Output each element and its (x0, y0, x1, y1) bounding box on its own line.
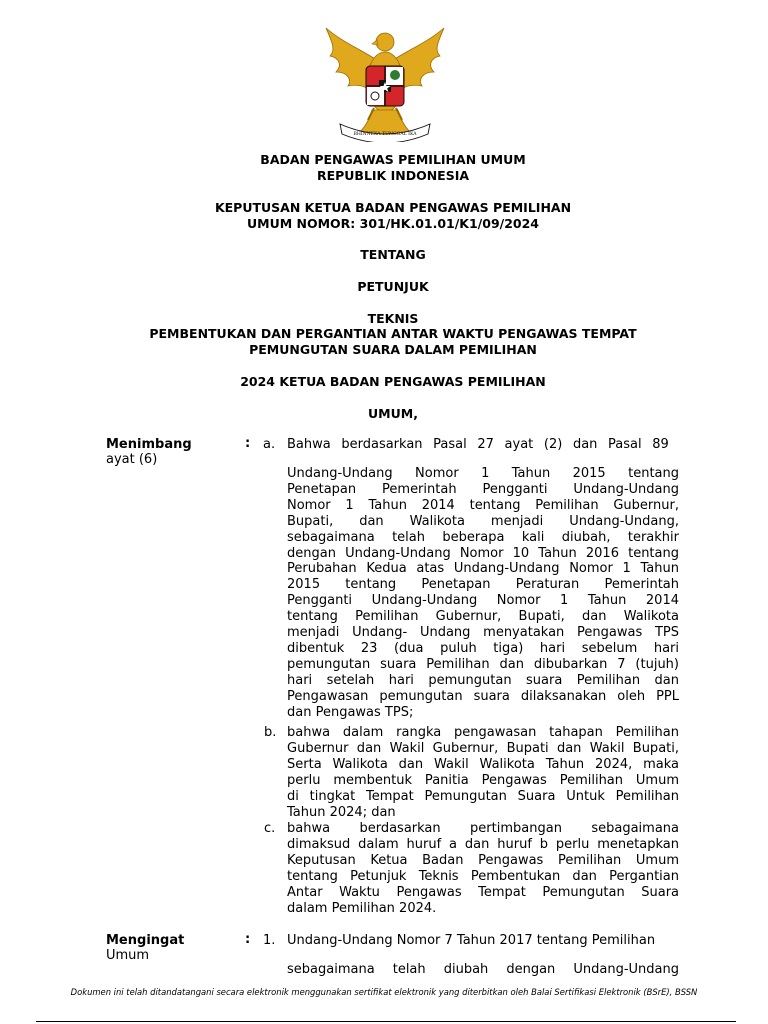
text-line: hari setelah hari pemungutan suara Pemilihan dan (287, 672, 679, 688)
menimbang-label-text: Menimbang (106, 437, 192, 452)
svg-text:BHINNEKA TUNGGAL IKA: BHINNEKA TUNGGAL IKA (353, 132, 417, 137)
text-line: Bupati, dan Walikota menjadi Undang-Undang, (287, 513, 679, 529)
text-line: perlu membentuk Panitia Pengawas Pemilihan Umum (287, 772, 679, 788)
item-a-first-line: Bahwa berdasarkan Pasal 27 ayat (2) dan Pasal 89 (287, 437, 669, 452)
text-line: pemungutan suara Pemilihan dan dibubarkan 7 (tujuh) (287, 656, 679, 672)
text-line: Pengawasan pemungutan suara dilaksanakan oleh PPL (287, 688, 679, 704)
institution-name: BADAN PENGAWAS PEMILIHAN UMUM (260, 152, 526, 167)
menimbang-label (106, 437, 192, 467)
item-1-mark: 1. (263, 933, 276, 948)
decree-number: UMUM NOMOR: 301/HK.01.01/K1/09/2024 (246, 216, 540, 231)
umum-line: UMUM, (368, 406, 418, 421)
mengingat-label-text: Mengingat (106, 933, 185, 948)
text-line: dimaksud dalam huruf a dan huruf b perlu menetapkan (287, 836, 679, 852)
text-line: Antar Waktu Pengawas Tempat Pemungutan Suara (287, 884, 679, 900)
mengingat-label (106, 933, 184, 963)
text-line: Undang-Undang Nomor 1 Tahun 2015 tentang (287, 466, 679, 481)
text-line: dan Pengawas TPS; (287, 704, 414, 720)
item-b-text (287, 725, 679, 820)
text-line: Perubahan Kedua atas Undang-Undang Nomor 1 Tahun (287, 561, 679, 577)
teknis-heading: TEKNIS (367, 311, 419, 326)
footer-divider (36, 1021, 736, 1022)
decree-title-line1: KEPUTUSAN KETUA BADAN PENGAWAS PEMILIHAN (214, 200, 572, 215)
subject-line2: PEMUNGUTAN SUARA DALAM PEMILIHAN (249, 342, 537, 357)
e-signature-note: Dokumen ini telah ditandatangani secara elektronik menggunakan sertifikat elektronik yang diterbitkan oleh Balai Sertifikasi Elektronik (BSrE), BSSN (70, 987, 698, 997)
year-line: 2024 KETUA BADAN PENGAWAS PEMILIHAN (240, 374, 546, 389)
text-line: bahwa dalam rangka pengawasan tahapan Pemilihan (287, 725, 679, 740)
text-line: 2015 tentang Penetapan Peraturan Pemerintah (287, 577, 679, 593)
text-line: menjadi Undang- Undang menyatakan Pengawas TPS (287, 625, 679, 641)
text-line: Gubernur dan Wakil Gubernur, Bupati dan Wakil Bupati, (287, 740, 679, 756)
text-line: bahwa berdasarkan pertimbangan sebagaimana (287, 821, 679, 836)
text-line: tentang Pemilihan Gubernur, Bupati, dan Walikota (287, 609, 679, 625)
text-line: Keputusan Ketua Badan Pengawas Pemilihan Umum (287, 852, 679, 868)
item-c-mark: c. (264, 821, 276, 836)
country-name: REPUBLIK INDONESIA (316, 168, 470, 183)
text-line: Tahun 2024; dan (287, 804, 396, 820)
menimbang-colon: : (245, 436, 251, 451)
text-line: Nomor 1 Tahun 2014 tentang Pemilihan Gubernur, (287, 497, 679, 513)
menimbang-label-cont: ayat (6) (106, 452, 158, 467)
text-line: Pengganti Undang-Undang Nomor 1 Tahun 2014 (287, 593, 679, 609)
text-line: Serta Walikota dan Wakil Walikota Tahun 2024, maka (287, 756, 679, 772)
text-line: dengan Undang-Undang Nomor 10 Tahun 2016 tentang (287, 545, 679, 561)
text-line: dibentuk 23 (dua puluh tiga) hari sebelum hari (287, 640, 679, 656)
item-c-text (287, 821, 679, 916)
text-line: sebagaimana telah beberapa kali diubah, terakhir (287, 529, 679, 545)
garuda-pancasila-emblem (322, 20, 448, 142)
item-a-text (287, 466, 679, 721)
text-line: tentang Petunjuk Teknis Pembentukan dan Pergantian (287, 868, 679, 884)
text-line: di tingkat Tempat Pemungutan Suara Untuk Pemilihan (287, 788, 679, 804)
item-a-mark: a. (263, 437, 276, 452)
mengingat-colon: : (245, 932, 251, 947)
mengingat-label-cont: Umum (106, 948, 150, 963)
item-b-mark: b. (264, 725, 277, 740)
petunjuk-heading: PETUNJUK (357, 279, 429, 294)
text-line: dalam Pemilihan 2024. (287, 900, 437, 916)
tentang-heading: TENTANG (360, 247, 426, 262)
subject-line1: PEMBENTUKAN DAN PERGANTIAN ANTAR WAKTU PENGAWAS TEMPAT (149, 326, 637, 341)
item-1-first-line: Undang-Undang Nomor 7 Tahun 2017 tentang Pemilihan (287, 933, 656, 948)
item-1-next-line: sebagaimana telah diubah dengan Undang-Undang (287, 962, 679, 977)
text-line: Penetapan Pemerintah Pengganti Undang-Undang (287, 481, 679, 497)
